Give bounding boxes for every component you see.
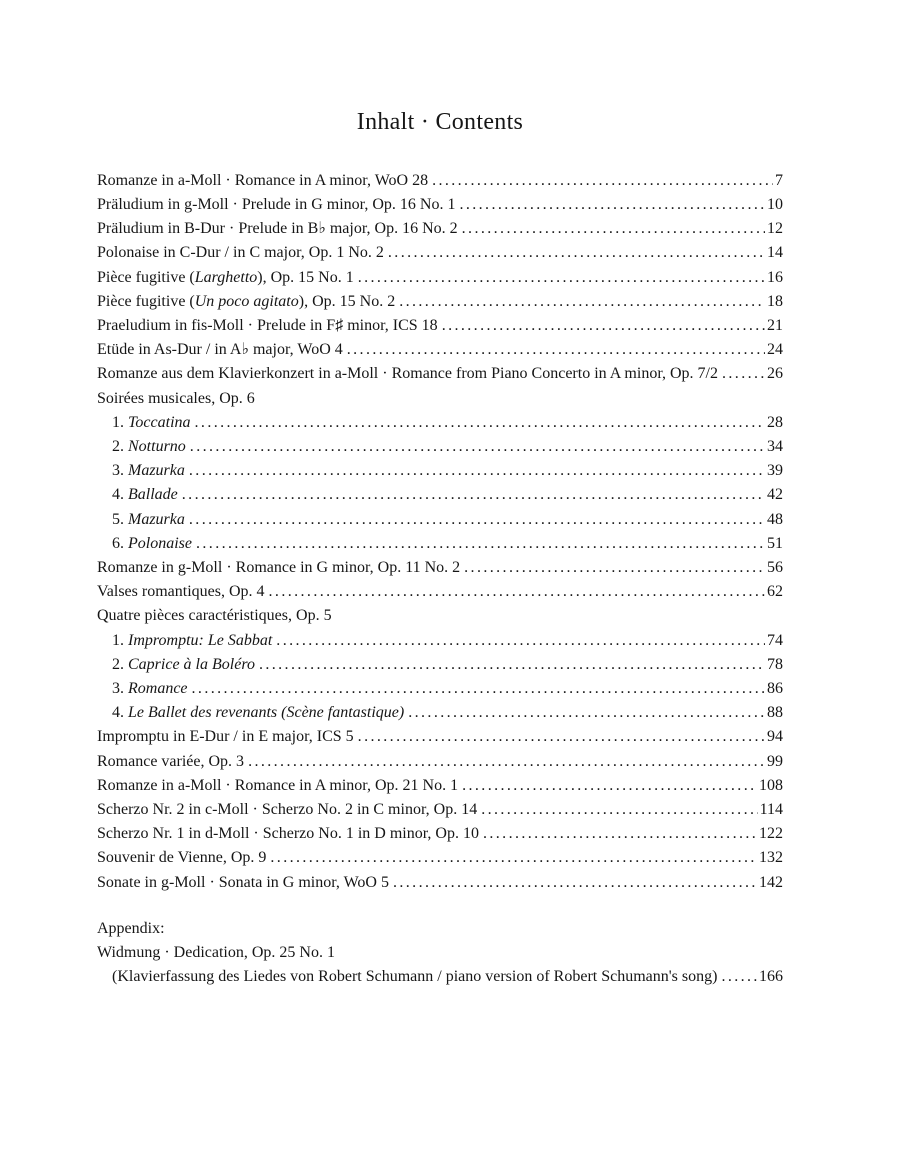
toc-entry	[97, 483, 783, 507]
toc-page-number: 51	[767, 534, 783, 552]
toc-entry-text: 3.	[112, 462, 128, 480]
toc-entry-text: 4.	[112, 486, 128, 504]
toc-entry-text: 2.	[112, 655, 128, 673]
toc-entry	[97, 411, 783, 435]
toc-page-number: 114	[759, 801, 783, 819]
toc-entry-text: Scherzo Nr. 2 in c-Moll · Scherzo No. 2 in C minor, Op. 14	[97, 801, 478, 819]
toc-page-number: 39	[767, 462, 783, 480]
toc-page-number: 62	[767, 583, 783, 601]
toc-entry-text: 1.	[112, 413, 128, 431]
toc-entry-text-italic: Impromptu: Le Sabbat	[128, 631, 273, 649]
toc-entry-text: Widmung · Dedication, Op. 25 No. 1	[97, 944, 335, 962]
toc-leader-dots	[442, 314, 765, 338]
toc-page-number: 122	[759, 825, 783, 843]
toc-entry-text: ), Op. 15 No. 2	[298, 292, 396, 310]
toc-entry-text: Quatre pièces caractéristiques, Op. 5	[97, 607, 332, 625]
toc-entry-text: 5.	[112, 510, 128, 528]
toc-leader-dots	[347, 338, 765, 362]
toc-entry	[97, 604, 783, 628]
toc-entry-text-italic: Polonaise	[128, 534, 192, 552]
toc-leader-dots	[408, 701, 765, 725]
toc-leader-dots	[196, 532, 765, 556]
toc-entry-text: ), Op. 15 No. 1	[257, 268, 354, 286]
toc-entry-label	[97, 241, 384, 265]
toc-page-number: 10	[767, 196, 783, 213]
toc-entry-text-italic: Un poco agitato	[194, 292, 299, 310]
toc-entry-label	[97, 846, 266, 870]
toc-entry-text: Pièce fugitive (	[97, 268, 195, 286]
toc-page-number: 12	[767, 220, 783, 238]
toc-entry	[97, 774, 783, 798]
toc-entry-text: Valses romantiques, Op. 4	[97, 583, 265, 601]
toc-page-number: 94	[767, 728, 783, 746]
toc-entry-text: (Klavierfassung des Liedes von Robert Schumann / piano version of Robert Schumann's song)	[112, 968, 718, 986]
toc-page-number: 48	[767, 510, 783, 528]
toc-entry-label	[97, 822, 479, 846]
toc-entry	[97, 871, 783, 895]
toc-entry-label	[97, 217, 458, 241]
toc-page-number: 14	[767, 244, 783, 262]
toc-leader-dots	[481, 798, 757, 822]
toc-entry	[97, 580, 783, 604]
toc-entry-text: Romanze aus dem Klavierkonzert in a-Moll · Romance from Piano Concerto in A minor, Op. 7/2	[97, 365, 718, 383]
toc-entry-label	[97, 774, 458, 798]
toc-entry	[97, 822, 783, 846]
toc-leader-dots	[459, 193, 765, 217]
toc-entry-text: Scherzo Nr. 1 in d-Moll · Scherzo No. 1 in D minor, Op. 10	[97, 825, 479, 843]
toc-entry	[97, 653, 783, 677]
toc-entry-text-italic: Mazurka	[128, 510, 185, 528]
toc-leader-dots	[388, 241, 765, 265]
toc-entry-label	[112, 653, 255, 677]
toc-entry-text: Etüde in As-Dur / in A♭ major, WoO 4	[97, 341, 343, 359]
toc-entry-label	[97, 338, 343, 362]
toc-entry-label	[97, 871, 389, 895]
toc-entry-label	[112, 459, 185, 483]
toc-entry-text-italic: Notturno	[128, 438, 186, 456]
toc-entry-label	[97, 556, 460, 580]
toc-entry	[97, 338, 783, 362]
toc-list	[97, 169, 783, 895]
toc-entry	[97, 508, 783, 532]
toc-entry	[97, 241, 783, 265]
toc-entry-label	[97, 750, 244, 774]
toc-entry-text: Pièce fugitive (	[97, 292, 195, 310]
toc-entry-label	[97, 362, 718, 386]
toc-page-number: 86	[767, 680, 783, 698]
toc-entry	[97, 169, 783, 193]
toc-entry-text: Romanze in g-Moll · Romance in G minor, Op. 11 No. 2	[97, 559, 461, 577]
toc-leader-dots	[358, 266, 765, 290]
toc-entry-text: 3.	[112, 680, 128, 698]
toc-page-number: 108	[759, 776, 783, 794]
appendix-heading: Appendix:	[97, 919, 165, 937]
toc-page-number: 99	[767, 752, 783, 770]
toc-leader-dots	[462, 217, 765, 241]
toc-leader-dots	[462, 774, 757, 798]
toc-leader-dots	[721, 965, 757, 989]
toc-entry	[97, 532, 783, 556]
toc-page-number: 26	[767, 365, 783, 383]
toc-entry-label	[112, 677, 188, 701]
toc-leader-dots	[358, 725, 765, 749]
toc-entry-text: Romanze in a-Moll · Romance in A minor, WoO 28	[97, 171, 429, 189]
toc-entry-label	[112, 508, 185, 532]
toc-leader-dots	[195, 411, 765, 435]
toc-entry-text: Präludium in B-Dur · Prelude in B♭ major, Op. 16 No. 2	[97, 220, 458, 238]
toc-entry-label	[97, 266, 354, 290]
toc-page-number: 7	[775, 171, 783, 189]
toc-entry-label	[112, 483, 178, 507]
toc-page-number: 28	[767, 413, 783, 431]
toc-entry-text: 4.	[112, 704, 128, 722]
toc-entry-label	[97, 798, 477, 822]
toc-leader-dots	[190, 435, 765, 459]
toc-page-number: 34	[767, 438, 783, 456]
toc-entry	[97, 290, 783, 314]
toc-entry	[97, 965, 783, 989]
toc-entry-text: 1.	[112, 631, 128, 649]
appendix-heading-row	[97, 917, 783, 941]
toc-entry	[97, 217, 783, 241]
toc-entry-text: 6.	[112, 534, 128, 552]
toc-entry-text-italic: Mazurka	[128, 462, 185, 480]
toc-entry-label	[97, 314, 438, 338]
toc-leader-dots	[432, 169, 773, 193]
toc-entry	[97, 266, 783, 290]
toc-page-number: 18	[767, 292, 783, 310]
toc-entry	[97, 798, 783, 822]
toc-entry	[97, 362, 783, 386]
toc-entry-label	[97, 387, 255, 411]
toc-leader-dots	[483, 822, 757, 846]
toc-entry	[97, 629, 783, 653]
toc-entry	[97, 314, 783, 338]
toc-leader-dots	[182, 483, 765, 507]
toc-leader-dots	[189, 459, 765, 483]
toc-entry-label	[97, 941, 335, 965]
toc-entry	[97, 459, 783, 483]
toc-entry	[97, 677, 783, 701]
toc-entry-label	[112, 411, 191, 435]
toc-entry-label	[97, 169, 428, 193]
toc-entry-label	[112, 701, 404, 725]
toc-entry-text: Soirées musicales, Op. 6	[97, 389, 255, 407]
toc-entry-label	[97, 290, 395, 314]
toc-leader-dots	[399, 290, 765, 314]
toc-entry-label	[112, 532, 192, 556]
toc-entry	[97, 725, 783, 749]
toc-entry-text: Praeludium in fis-Moll · Prelude in F♯ minor, ICS 18	[97, 317, 438, 335]
toc-leader-dots	[393, 871, 757, 895]
toc-entry	[97, 750, 783, 774]
toc-entry-text: Sonate in g-Moll · Sonata in G minor, WoO 5	[97, 873, 389, 891]
toc-entry	[97, 941, 783, 965]
toc-entry	[97, 846, 783, 870]
page-title: Inhalt · Contents	[356, 109, 524, 135]
toc-leader-dots	[722, 362, 765, 386]
toc-page-number: 56	[767, 559, 783, 577]
toc-leader-dots	[192, 677, 765, 701]
toc-page-number: 74	[767, 631, 783, 649]
toc-entry	[97, 556, 783, 580]
toc-page-number: 142	[759, 873, 783, 891]
toc-leader-dots	[464, 556, 765, 580]
toc-leader-dots	[269, 580, 765, 604]
toc-leader-dots	[270, 846, 757, 870]
appendix-list	[97, 941, 783, 989]
appendix-section	[97, 917, 783, 990]
toc-entry-label	[112, 629, 272, 653]
toc-entry	[97, 387, 783, 411]
toc-leader-dots	[248, 750, 765, 774]
toc-entry	[97, 701, 783, 725]
toc-entry-text-italic: Romance	[128, 680, 188, 698]
toc-entry-label	[97, 725, 354, 749]
toc-page-number: 16	[767, 268, 783, 286]
toc-page-number: 78	[767, 655, 783, 673]
toc-entry-text-italic: Larghetto	[194, 268, 258, 286]
toc-leader-dots	[276, 629, 765, 653]
toc-entry-text-italic: Ballade	[128, 486, 178, 504]
toc-page-number: 88	[767, 704, 783, 722]
toc-entry-text: Souvenir de Vienne, Op. 9	[97, 849, 267, 867]
toc-entry-text: Romanze in a-Moll · Romance in A minor, Op. 21 No. 1	[97, 776, 459, 794]
toc-page-number: 42	[767, 486, 783, 504]
toc-leader-dots	[189, 508, 765, 532]
toc-entry-text-italic: Toccatina	[128, 413, 191, 431]
toc-entry-text: Polonaise in C-Dur / in C major, Op. 1 No. 2	[97, 244, 384, 262]
toc-page-number: 132	[759, 849, 783, 867]
toc-page-number: 166	[759, 968, 783, 986]
toc-entry-text-italic: Caprice à la Boléro	[128, 655, 255, 673]
toc-entry-label	[97, 193, 455, 217]
toc-page-number: 24	[767, 341, 783, 359]
toc-entry-text: 2.	[112, 438, 128, 456]
toc-entry-text: Präludium in g-Moll · Prelude in G minor, Op. 16 No. 1	[97, 196, 456, 213]
toc-entry	[97, 435, 783, 459]
toc-page-number: 21	[767, 317, 783, 335]
toc-entry-label	[97, 604, 332, 628]
toc-entry-text-italic: Le Ballet des revenants (Scène fantastique)	[128, 704, 405, 722]
toc-entry-label	[97, 580, 265, 604]
toc-entry-text: Romance variée, Op. 3	[97, 752, 245, 770]
toc-entry-text: Impromptu in E-Dur / in E major, ICS 5	[97, 728, 354, 746]
toc-leader-dots	[259, 653, 765, 677]
toc-entry-label	[112, 435, 186, 459]
toc-entry	[97, 193, 783, 217]
toc-entry-label	[112, 965, 717, 989]
